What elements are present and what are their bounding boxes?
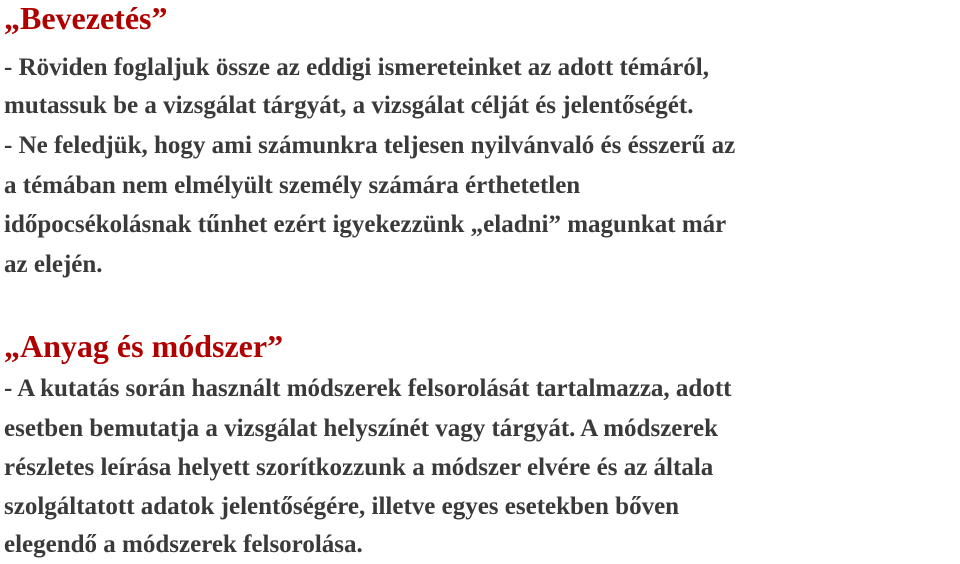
intro-line: - Ne feledjük, hogy ami számunkra teljesen nyilvánvaló és ésszerű az <box>4 132 736 159</box>
intro-line: a témában nem elmélyült személy számára érthetetlen <box>4 172 581 199</box>
methods-line: szolgáltatott adatok jelentőségére, illetve egyes esetekben bőven <box>4 493 680 520</box>
intro-line: - Röviden foglaljuk össze az eddigi ismereteinket az adott témáról, <box>4 54 709 81</box>
methods-line: elegendő a módszerek felsorolása. <box>4 531 363 558</box>
methods-line: esetben bemutatja a vizsgálat helyszínét vagy tárgyát. A módszerek <box>4 415 719 442</box>
intro-line: mutassuk be a vizsgálat tárgyát, a vizsgálat célját és jelentőségét. <box>4 92 694 119</box>
methods-line: részletes leírása helyett szorítkozzunk a módszer elvére és az általa <box>4 454 714 481</box>
methods-line: - A kutatás során használt módszerek felsorolását tartalmazza, adott <box>4 375 732 402</box>
intro-line: időpocsékolásnak tűnhet ezért igyekezzünk „eladni” magunkat már <box>4 211 727 238</box>
intro-heading: „Bevezetés” <box>4 0 168 36</box>
methods-heading: „Anyag és módszer” <box>4 328 284 364</box>
intro-line: az elején. <box>4 251 103 278</box>
